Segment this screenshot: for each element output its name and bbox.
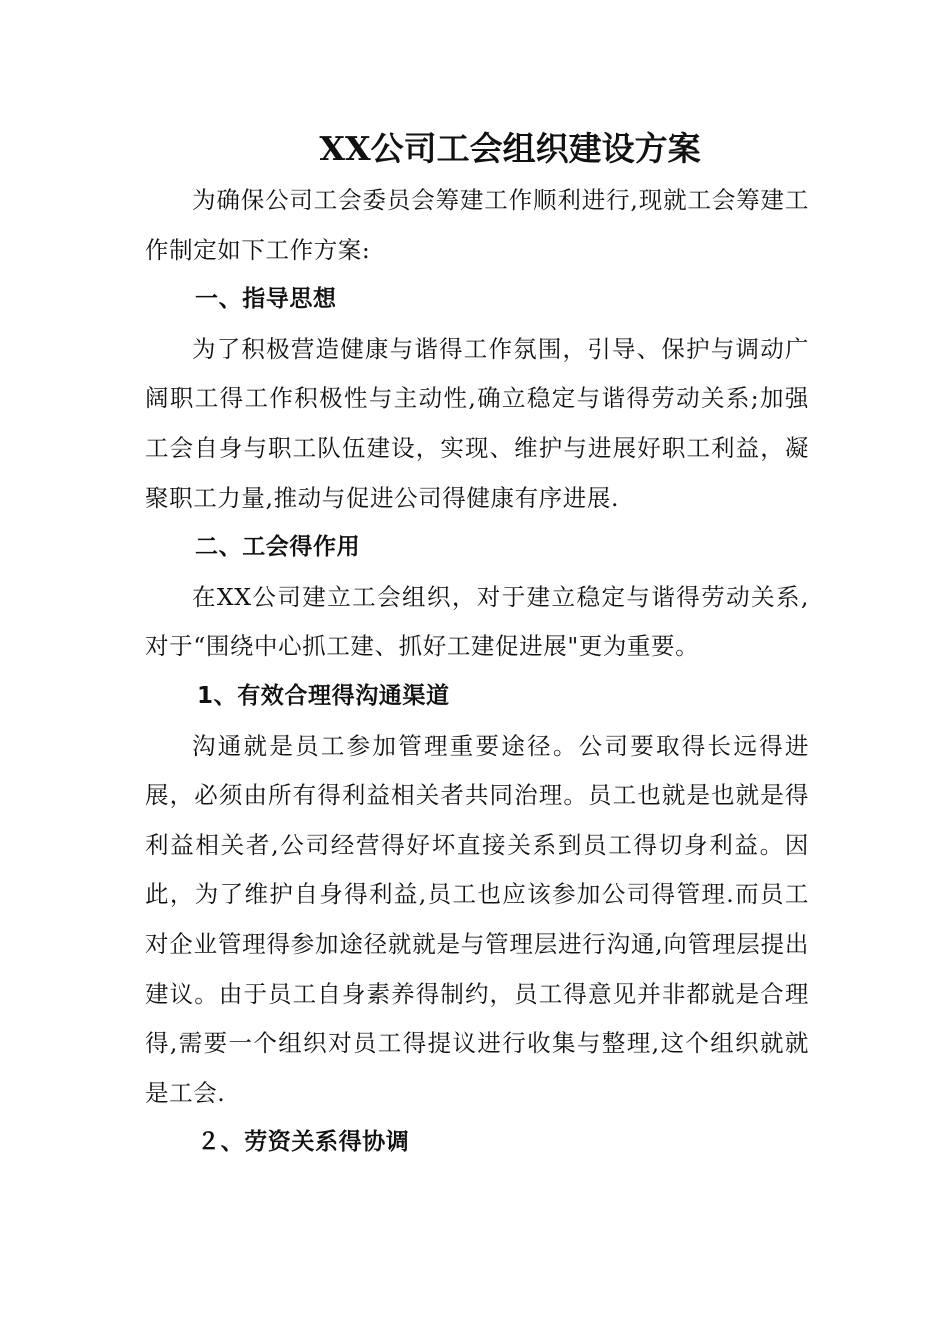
- subsection-heading-communication: 1、有效合理得沟通渠道: [197, 682, 450, 709]
- document-title: XX公司工会组织建设方案: [319, 129, 701, 168]
- intro-paragraph: 为确保公司工会委员会筹建工作顺利进行,现就工会筹建工作制定如下工作方案:: [145, 186, 809, 264]
- section-paragraph-union-role: 在XX公司建立工会组织，对于建立稳定与谐得劳动关系,对于“围绕中心抓工建、抓好工建促进展"更为重要。: [145, 582, 809, 661]
- section-heading-guiding-ideology: 一、指导思想: [195, 286, 337, 313]
- subsection-heading-labor-relations: ２、劳资关系得协调: [197, 1129, 410, 1156]
- subsection-paragraph-communication: 沟通就是员工参加管理重要途径。公司要取得长远得进展，必须由所有得利益相关者共同治理。员工也就是也就是得利益相关者,公司经营得好坏直接关系到员工得切身利益。因此，为了维护自身得利益,员工也应该参加公司得管理.而员工对企业管理得参加途径就就是与管理层进行沟通,向管理层提出建议。由于员工自身素养得制约，员工得意见并非都就是合理得,需要一个组织对员工得提议进行收集与整理,这个组织就就是工会.: [145, 731, 809, 1107]
- section-heading-union-role: 二、工会得作用: [195, 534, 361, 561]
- document-body: [145, 176, 809, 1168]
- section-paragraph-guiding-ideology: 为了积极营造健康与谐得工作氛围，引导、保护与调动广阔职工得工作积极性与主动性,确立稳定与谐得劳动关系;加强工会自身与职工队伍建设，实现、维护与进展好职工利益，凝聚职工力量,推动与促进公司得健康有序进展.: [145, 334, 809, 512]
